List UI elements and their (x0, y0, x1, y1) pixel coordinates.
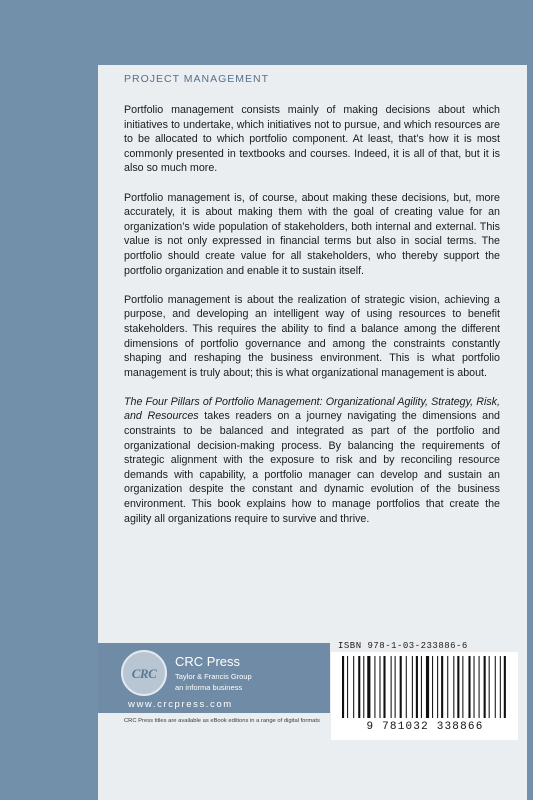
blurb-paragraph-3: Portfolio management is about the realization of strategic vision, achieving a purpose, and developing an intelligent way of using resources to benefit stakeholders. This requires the ability to find a balance among the different dimensions of portfolio governance and among the constraints constantly shaping and reshaping the business environment. This is what portfolio management is truly about; this is what organizational management is about. (124, 293, 500, 379)
barcode-bar (479, 656, 480, 718)
publisher-name: CRC Press (175, 654, 241, 669)
barcode-bar (416, 656, 418, 718)
barcode-bar (447, 656, 448, 718)
barcode-bar (358, 656, 360, 718)
barcode-number: 9 781032 338866 (366, 721, 484, 733)
publisher-url: www.crcpress.com (128, 699, 233, 710)
barcode-bar (484, 656, 486, 718)
barcode-bar (437, 656, 438, 718)
barcode-bar (406, 656, 407, 718)
cover-frame-left (0, 0, 98, 800)
blurb-paragraph-1: Portfolio management consists mainly of making decisions about which initiatives to undertake, which initiatives not to pursue, and which resources are to be allocated to which portfolio component. At least, that’s how it is most commonly presented in textbooks and courses. Indeed, it is all of that, but it is also so much more. (124, 104, 500, 175)
barcode-bar (504, 656, 506, 718)
barcode-bar (462, 656, 463, 718)
barcode-bar (432, 656, 433, 718)
barcode-bar (391, 656, 392, 718)
barcode-bar (453, 656, 454, 718)
barcode-bar (379, 656, 380, 718)
publisher-business: an informa business (175, 683, 243, 692)
crc-logo-text: CRC (131, 666, 157, 681)
isbn-label: ISBN 978-1-03-233886-6 (338, 641, 468, 651)
blurb (124, 103, 500, 541)
blurb-paragraph-2: Portfolio management is, of course, about making these decisions, but, more accurately, it is about making them with the goal of creating value for an organization’s wide population of stakeholders, both internal and external. This value is not only expressed in financial terms but also in social terms. The portfolio should create value for all stakeholders, who thereby support the portfolio organization and enable it to sustain itself. (124, 191, 500, 277)
ebook-footnote: CRC Press titles are available as eBook editions in a range of digital formats (124, 718, 320, 724)
barcode-bar (395, 656, 396, 718)
barcode-bar (468, 656, 470, 718)
barcode-bar (363, 656, 364, 718)
barcode-bar (400, 656, 402, 718)
barcode-bar (421, 656, 422, 718)
blurb-paragraph-4-text: takes readers on a journey navigating the dimensions and constraints to be balanced and integrated as part of the portfolio and organizational decision-making process. By balancing the requirements of strategic alignment with the exposure to risk and by reconciling resource demands with capability, a portfolio manager can develop and sustain an organization despite the constant and dynamic evolution of the business environment. This book explains how to manage portfolios that create the agility all organizations require to survive and thrive. (124, 410, 500, 525)
barcode-icon (340, 656, 510, 718)
cover-frame-right (527, 0, 533, 800)
barcode-bar (412, 656, 413, 718)
barcode-bar (383, 656, 385, 718)
barcode-bar (347, 656, 348, 718)
barcode-bar (353, 656, 354, 718)
barcode-bar (367, 656, 370, 718)
book-title: The Four Pillars of Portfolio Management: Organizational Agility, Strategy, Risk, and Resources (124, 395, 500, 423)
crc-logo (121, 650, 167, 696)
barcode-bar (457, 656, 459, 718)
barcode-bar (495, 656, 496, 718)
section-title: PROJECT MANAGEMENT (124, 73, 269, 85)
barcode-bar (441, 656, 443, 718)
barcode-bar (426, 656, 429, 718)
barcode-bar (500, 656, 501, 718)
barcode-bar (342, 656, 344, 718)
blurb-paragraph-4 (124, 395, 500, 526)
barcode-bar (374, 656, 375, 718)
barcode-bar (489, 656, 490, 718)
barcode-bar (474, 656, 475, 718)
publisher-group: Taylor & Francis Group (175, 672, 252, 681)
